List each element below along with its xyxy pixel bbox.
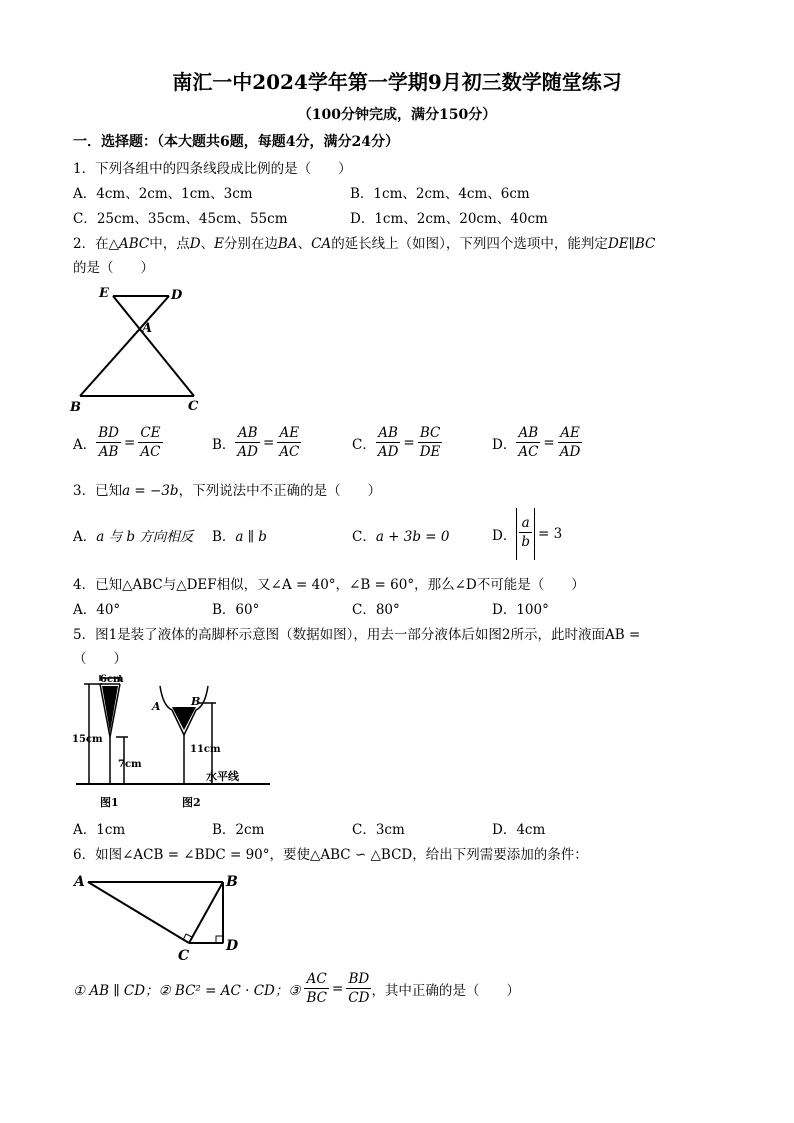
option-label: C． <box>352 436 376 453</box>
denominator: AD <box>237 444 258 460</box>
q6-label-b: B <box>226 874 238 890</box>
question-2-stem-line2: 的是（ ） <box>73 260 154 276</box>
q2-debc: DE∥BC <box>607 236 656 252</box>
q2-text: 的延长线上（如图），下列四个选项中，能判定 <box>331 236 608 252</box>
q6-label-d: D <box>226 938 239 954</box>
question-4-option-b: B．60° <box>212 602 260 618</box>
fraction <box>96 424 121 461</box>
question-5-option-d: D．4cm <box>492 822 546 838</box>
q5-label-fig1: 图1 <box>100 796 119 809</box>
question-5-option-c: C．3cm <box>352 822 405 838</box>
q5-label-6cm: 6cm <box>100 674 124 685</box>
option-label: D． <box>492 436 517 453</box>
q6-label-a: A <box>74 874 85 890</box>
q3-text: 3．已知 <box>73 483 123 499</box>
denominator: CD <box>348 990 370 1006</box>
q2-label-e: E <box>99 286 109 301</box>
equals: = <box>263 434 275 451</box>
fraction <box>418 424 443 461</box>
option-label: B． <box>212 529 236 545</box>
page-title: 南汇一中2024学年第一学期9月初三数学随堂练习 <box>172 70 622 94</box>
question-2-stem <box>73 232 655 252</box>
q2-text: 2．在△ <box>73 236 119 252</box>
numerator: BC <box>418 424 443 443</box>
fraction <box>558 424 583 461</box>
fraction <box>304 970 329 1007</box>
question-1-option-c: C．25cm、35cm、45cm、55cm <box>73 211 288 227</box>
q3-text: ，下列说法中不正确的是（ ） <box>178 483 382 499</box>
option-label: D． <box>492 528 517 544</box>
q2-abc: ABC <box>118 236 150 252</box>
question-2-option-a <box>73 424 163 461</box>
question-5-stem-line2: （ ） <box>73 651 127 667</box>
denominator: AC <box>140 444 161 460</box>
option-label: C． <box>352 529 376 545</box>
denominator: AD <box>377 444 399 460</box>
fraction <box>516 424 540 461</box>
question-5-option-b: B．2cm <box>212 822 265 838</box>
equals: = <box>124 434 136 451</box>
q2-label-d: D <box>171 288 183 303</box>
question-1-option-a: A．4cm、2cm、1cm、3cm <box>73 186 253 202</box>
q3-expression: a = −3b <box>122 483 179 499</box>
question-4-option-d: D．100° <box>492 602 549 618</box>
denominator: b <box>521 534 530 550</box>
option-text: a + 3b = 0 <box>375 529 450 545</box>
q2-text: 分别在边 <box>223 236 278 252</box>
section-heading: 一．选择题：（本大题共6题，每题4分，满分24分） <box>73 134 399 150</box>
question-2-option-c <box>352 424 442 461</box>
option-label: B． <box>212 436 236 453</box>
denominator: AC <box>279 444 300 460</box>
numerator: a <box>519 514 532 533</box>
question-1-option-b: B．1cm、2cm、4cm、6cm <box>350 186 530 202</box>
q6-figure <box>68 868 248 968</box>
question-2-option-d <box>492 424 582 461</box>
numerator: AE <box>558 424 583 443</box>
question-1-stem: 1．下列各组中的四条线段成比例的是（ ） <box>73 161 352 177</box>
option-label: A． <box>73 529 97 545</box>
q2-sep: 、 <box>200 236 215 252</box>
question-5-option-a: A．1cm <box>73 822 126 838</box>
q5-label-11cm: 11cm <box>190 744 221 755</box>
question-2-option-b <box>212 424 301 461</box>
fraction <box>519 514 532 551</box>
abs-bars <box>516 508 535 560</box>
q5-label-15cm: 15cm <box>72 734 103 745</box>
denominator: AD <box>559 444 581 460</box>
question-6-stem: 6．如图∠ACB = ∠BDC = 90°，要使△ABC ∽ △BCD，给出下列需要添加的条件： <box>73 847 588 863</box>
q2-label-a: A <box>142 321 153 336</box>
q2-d: D <box>189 236 201 252</box>
fraction <box>277 424 301 461</box>
question-3-stem <box>73 479 381 499</box>
fraction <box>346 970 371 1007</box>
numerator: AC <box>304 970 329 989</box>
q5-figure <box>72 672 272 812</box>
question-4-stem: 4．已知△ABC与△DEF相似，又∠A = 40°，∠B = 60°，那么∠D不可能是（ ） <box>73 577 585 593</box>
q5-label-fig2: 图2 <box>182 796 201 809</box>
q2-text: 中，点 <box>149 236 190 252</box>
q5-label-ground: 水平线 <box>206 770 239 783</box>
page-subtitle: （100分钟完成，满分150分） <box>297 107 497 123</box>
option-text: a 与 b 方向相反 <box>96 529 194 545</box>
numerator: AB <box>516 424 540 443</box>
question-4-option-c: C．80° <box>352 602 400 618</box>
q6-label-c: C <box>178 948 190 964</box>
question-3-option-d <box>492 508 565 560</box>
denominator: BC <box>306 990 327 1006</box>
q2-ca: CA <box>311 236 332 252</box>
numerator: BD <box>346 970 371 989</box>
numerator: BD <box>98 425 119 441</box>
fraction <box>376 424 401 461</box>
denominator: DE <box>419 444 441 460</box>
question-3-option-a <box>73 525 193 545</box>
equals: = <box>331 980 344 997</box>
q2-e: E <box>214 236 224 252</box>
question-4-option-a: A．40° <box>73 602 121 618</box>
q2-sep: 、 <box>297 236 312 252</box>
fraction <box>235 424 260 461</box>
q2-ba: BA <box>277 236 298 252</box>
denominator: AC <box>518 444 539 460</box>
numerator: AB <box>376 424 401 443</box>
q6-conditions-text: ① AB ∥ CD；② BC² = AC · CD；③ <box>73 982 301 999</box>
question-6-conditions <box>73 970 520 1007</box>
option-label: A． <box>73 436 97 453</box>
equals: = <box>403 434 415 451</box>
denominator: AB <box>98 444 119 460</box>
q5-label-7cm: 7cm <box>118 759 142 770</box>
q2-label-c: C <box>188 399 199 412</box>
q2-label-b: B <box>70 400 81 412</box>
numerator: CE <box>140 425 161 441</box>
question-5-stem: 5．图1是装了液体的高脚杯示意图（数据如图），用去一部分液体后如图2所示，此时液面AB = <box>73 627 641 643</box>
equals-value: = 3 <box>537 526 563 542</box>
question-1-option-d: D．1cm、2cm、20cm、40cm <box>350 211 548 227</box>
q6-conditions-post: ，其中正确的是（ ） <box>371 982 520 999</box>
q5-label-a: A <box>152 700 161 713</box>
question-3-option-c <box>352 525 450 545</box>
numerator: AE <box>277 424 301 443</box>
equals: = <box>543 434 555 451</box>
numerator: AB <box>235 424 260 443</box>
question-3-option-b <box>212 525 267 545</box>
option-text: a ∥ b <box>235 529 267 545</box>
fraction <box>138 424 162 461</box>
q2-figure <box>66 282 216 412</box>
q5-label-b: B <box>191 695 201 708</box>
